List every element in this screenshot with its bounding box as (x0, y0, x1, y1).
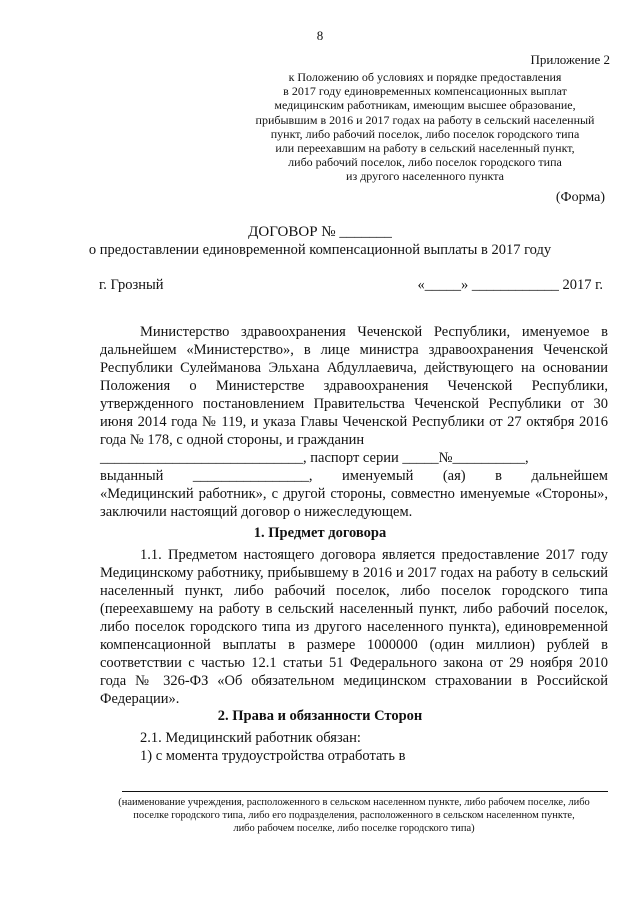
issued-blank: ________________, (192, 468, 313, 484)
appendix-description (245, 70, 605, 184)
appendix-line: к Положению об условиях и порядке предоставления (288, 70, 562, 84)
intro-text: Министерство здравоохранения Чеченской Республики, именуемое в дальнейшем «Министерство», в лице министра здравоохранения Чеченской Республики Сулейманова Эльхана Абдуллаевича, действующего на основании Положения о Министерстве здравоохранения Чеченской Республики, утвержденного постановлением Правительства Чеченской Республики от 30 июня 2014 года № 119, и указа Главы Чеченской Республики от 27 октября 2016 года № 178, с одной стороны, и гражданин (100, 324, 608, 448)
appendix-line: в 2017 году единовременных компенсационных выплат (283, 84, 567, 99)
footnote-rule (122, 791, 608, 792)
appendix-line: прибывшим в 2016 и 2017 годах на работу в сельский населенный (255, 112, 595, 127)
intro-paragraph (100, 323, 608, 521)
issued-word: именуемый (342, 468, 414, 484)
section-2-heading: 2. Права и обязанности Сторон (217, 708, 423, 724)
section-2-line: 2.1. Медицинский работник обязан: (140, 730, 361, 746)
appendix-line: пункт, либо рабочий поселок, либо поселок городского типа (270, 126, 580, 141)
section-1-body (100, 546, 608, 708)
footnote-line: поселке городского типа, либо его подразделения, расположенного в сельском населенном пункте, (133, 810, 575, 821)
appendix-line: медицинским работникам, имеющим высшее образование, (274, 98, 576, 113)
contract-city: г. Грозный (99, 277, 164, 293)
intro-tail: «Медицинский работник», с другой стороны, совместно именуемые «Стороны», заключили настоящий договор о нижеследующем. (100, 486, 608, 520)
issued-word: выданный (100, 468, 164, 484)
footnote-line: (наименование учреждения, расположенного в сельском населенном пункте, либо рабочем поселке, либо (118, 797, 590, 808)
appendix-line: из другого населенного пункта (346, 169, 504, 184)
contract-date: «_____» ____________ 2017 г. (417, 277, 603, 293)
section-2-line: 1) с момента трудоустройства отработать в (140, 748, 406, 764)
contract-subtitle: о предоставлении единовременной компенсационной выплаты в 2017 году (88, 242, 552, 258)
appendix-line: или переехавшим на работу в сельский населенный пункт, (275, 141, 575, 156)
issued-word: в (495, 468, 502, 484)
passport-line: ____________________________, паспорт серии _____№__________, (100, 450, 529, 466)
footnote-line: либо рабочем поселке, либо поселке городского типа) (233, 823, 475, 834)
footnote (100, 796, 608, 835)
issued-word: (ая) (442, 468, 466, 484)
form-label: (Форма) (555, 190, 605, 205)
section-2-body (100, 729, 608, 765)
contract-title: ДОГОВОР № _______ (248, 224, 392, 240)
page-number: 8 (316, 28, 324, 43)
appendix-label: Приложение 2 (530, 52, 610, 67)
section-1-text: 1.1. Предметом настоящего договора является предоставление 2017 году Медицинскому работнику, прибывшему в 2016 и 2017 годах на работу в сельский населенный пункт, либо рабочий поселок, либо поселок городского типа (переехавшему на работу в сельский населенный пункт, либо рабочий поселок, либо поселок городского типа из другого населенного пункта), единовременной компенсационной выплаты в размере 1000000 (один миллион) рублей в соответствии с частью 12.1 статьи 51 Федерального закона от 29 ноября 2010 года № 326-ФЗ «Об обязательном медицинском страховании в Российской Федерации». (100, 547, 608, 707)
issued-line (100, 467, 608, 485)
issued-word: дальнейшем (531, 468, 608, 484)
section-1-heading: 1. Предмет договора (253, 525, 387, 541)
appendix-line: либо рабочий поселок, либо поселок городского типа (288, 155, 562, 170)
